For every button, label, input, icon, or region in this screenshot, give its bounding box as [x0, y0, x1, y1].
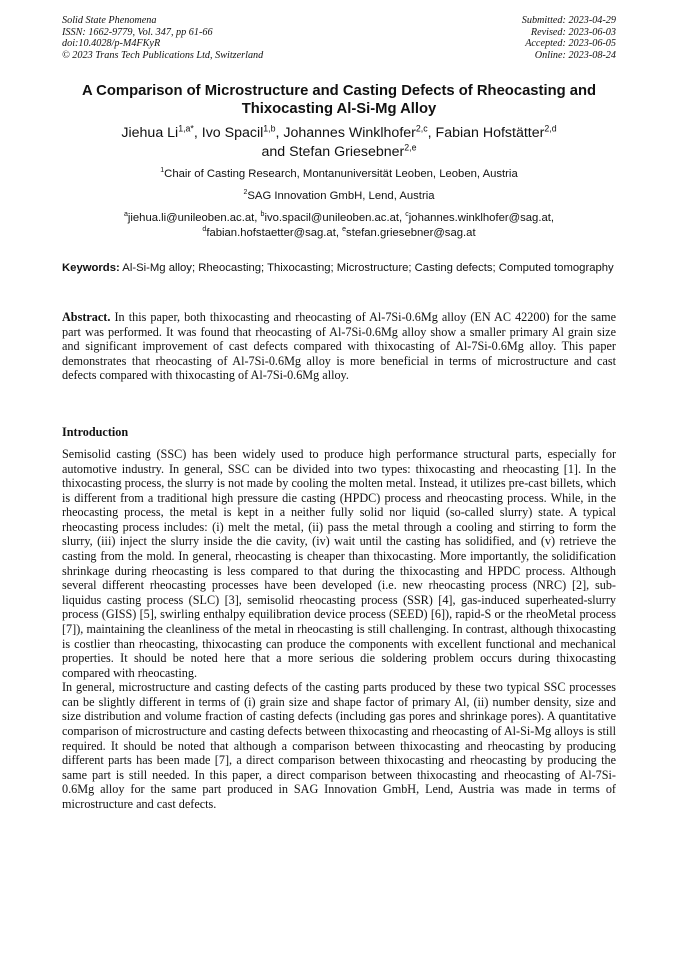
- keywords: [62, 261, 616, 276]
- author: Fabian Hofstätter$^{2,d}$: [435, 123, 557, 141]
- online-date: Online: 2023-08-24: [534, 49, 616, 61]
- abstract-label: Abstract.: [62, 310, 111, 324]
- email[interactable]: $^a$jiehua.li@unileoben.ac.at,: [123, 211, 258, 224]
- article-doi[interactable]: doi:10.4028/p-M4FKyR: [62, 38, 161, 49]
- affiliation: $^1$Chair of Casting Research, Montanuniversität Leoben, Leoben, Austria: [160, 167, 518, 180]
- keywords-label: Keywords:: [62, 262, 120, 274]
- journal-issn: ISSN: 1662-9779, Vol. 347, pp 61-66: [62, 26, 213, 38]
- author: Jiehua $Li^{1,a*}$: [121, 123, 194, 141]
- abstract: [62, 310, 616, 383]
- abstract-text: In this paper, both thixocasting and rheocasting of Al-7Si-0.6Mg alloy (EN AC 42200) for the same part was performed. It was found that rheocasting of Al-7Si-0.6Mg alloy show a smaller primary Al grain size and significant improvement of cast defects compared with thixocasting of Al-7Si-0.6Mg alloy. This paper demonstrates that rheocasting of Al-7Si-0.6Mg alloy is more beneficial in terms of microstructure and cast defects compared with thixocasting of Al-7Si-0.6Mg alloy.: [62, 310, 616, 383]
- journal-name: Solid State Phenomena: [62, 15, 157, 26]
- email[interactable]: $^d$fabian.hofstaetter@sag.at,: [202, 225, 339, 239]
- paper-title: A Comparison of Microstructure and Casting Defects of Rheocasting and Thixocasting Al-Si-Mg Alloy: [81, 83, 597, 117]
- author-list: Jiehua $Li^{1,a*}$, Ivo Spacil$^{1,b}$, Johannes Winklhofer$^{2,c}$, Fabian Hofstätter$^{2,d}$ and Stefan Griesebner$^{2,e}$: [121, 123, 557, 160]
- introduction-body: [62, 447, 616, 811]
- section-heading: Introduction: [62, 425, 129, 439]
- paragraph: Semisolid casting (SSC) has been widely used to produce high performance structural parts, especially for automotive industry. In general, SSC can be divided into two types: thixocasting and rheocasting [1]. In the thixocasting process, the slurry is not made by cooling the molten metal. Instead, it utilizes pre-cast billets, which is different from a traditional high pressure die casting (HPDC) process and rheocasting process. While, in the rheocasting process, the metal is kept in a neither fully solid nor liquid (so-called slurry) state. A typical rheocasting process includes: (i) melt the metal, (ii) pass the metal through a cooling and stirring to form the slurry, (iii) inject the slurry inside the die cavity, (iv) wait until the casting has solidified, and (v) retrieve the casting from the mold. In general, rheocasting is cheaper than thixocasting. More importantly, the solidification shrinkage during rheocasting is less compared to that during the thixocasting and HPDC process. Although several different rheocasting processes have been developed (i.e. new rheocasting process (NRC) [2], sub-liquidus casting process (SLC) [3], semisolid rheocasting process (SSR) [4], gas-induced superheated-slurry process (GISS) [5], swirling enthalpy equilibration device process (SEED) [6]), rapid-S or the rheoMetal process [7]), maintaining the cleanliness of the metal in rheocasting is still challenging. In contrast, although thixocasting is costlier than rheocasting, thixocasting can produce the components with excellent functional and mechanical properties. It should be noted here that a more serious die soldering problem occurs during thixocasting compared with rheocasting.: [62, 447, 616, 680]
- affiliation: $^2$SAG Innovation GmbH, Lend, Austria: [243, 189, 435, 202]
- email[interactable]: $^b$ivo.spacil@unileoben.ac.at,: [260, 211, 403, 224]
- paragraph: In general, microstructure and casting defects of the casting parts produced by these two typical SSC processes can be slightly different in terms of (i) grain size and shape factor of primary Al, (ii) number density, size and size distribution and volume fraction of casting defects (including gas pores and shrinkage pores). A quantitative comparison of microstructure and casting defects between thixocasting and rheocasting of Al-Si-Mg alloys is still required. It should be noted that although a comparison between thixocasting and rheocasting by producing different parts has been made [7], a direct comparison between thixocasting and rheocasting by producing the same part is still needed. In this paper, a direct comparison between thixocasting and rheocasting of Al-7Si-0.6Mg alloy for the same part produced in SAG Innovation GmbH, Lend, Austria was made in terms of microstructure and cast defects.: [62, 680, 616, 811]
- author-emails: [62, 211, 616, 240]
- journal-info: [62, 15, 263, 61]
- author: Stefan Griesebner$^{2,e}$: [289, 141, 417, 160]
- author-conjunction: and: [261, 143, 286, 160]
- article-dates: [522, 15, 616, 61]
- page-header: [62, 15, 616, 63]
- submitted-date: Submitted: 2023-04-29: [521, 15, 616, 26]
- email[interactable]: $^e$stefan.griesebner@sag.at: [342, 225, 476, 239]
- accepted-date: Accepted: 2023-06-05: [525, 38, 616, 49]
- author: Johannes Winklhofer$^{2,c}$: [283, 123, 428, 141]
- email[interactable]: $^c$johannes.winklhofer@sag.at,: [405, 211, 555, 224]
- revised-date: Revised: 2023-06-03: [530, 26, 616, 38]
- author: Ivo Spacil$^{1,b}$: [201, 123, 276, 141]
- copyright-notice: © 2023 Trans Tech Publications Ltd, Switzerland: [62, 49, 264, 61]
- keywords-text: Al-Si-Mg alloy; Rheocasting; Thixocasting; Microstructure; Casting defects; Computed tomography: [122, 262, 614, 274]
